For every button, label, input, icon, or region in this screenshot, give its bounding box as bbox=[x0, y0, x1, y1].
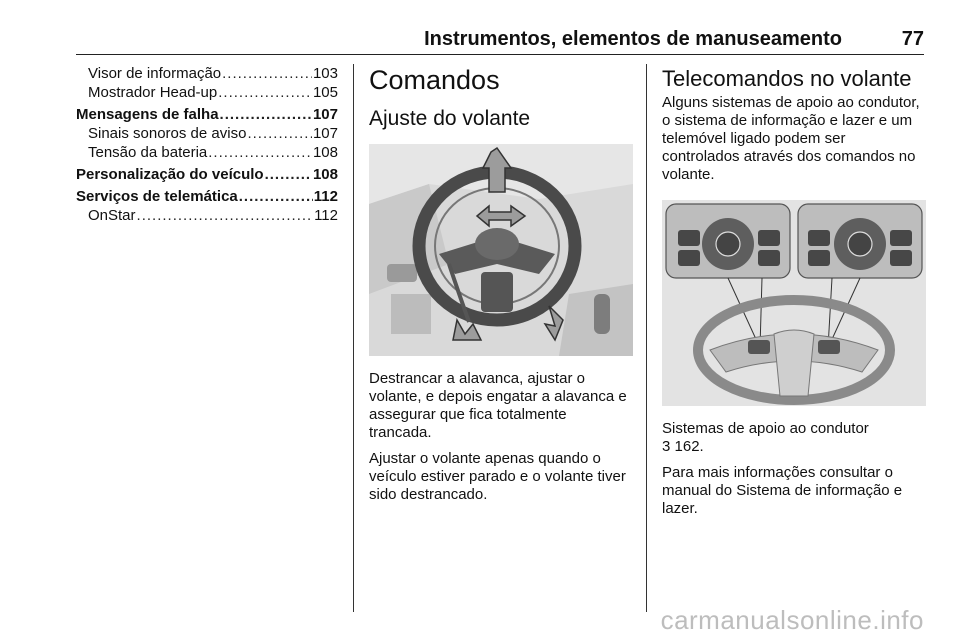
subsection-heading: Ajuste do volante bbox=[369, 107, 531, 130]
column-divider bbox=[353, 64, 354, 612]
paragraph: Sistemas de apoio ao condutor bbox=[662, 420, 869, 437]
toc-page: 107 bbox=[312, 125, 338, 142]
page-reference[interactable]: 3 162. bbox=[662, 438, 704, 455]
toc-page: 103 bbox=[312, 65, 338, 82]
toc-page: 107 bbox=[312, 106, 338, 123]
table-of-contents bbox=[76, 64, 338, 225]
toc-entry[interactable] bbox=[76, 64, 338, 83]
page-header bbox=[76, 28, 924, 55]
toc-page: 105 bbox=[312, 84, 338, 101]
section-heading: Telecomandos no volante bbox=[662, 66, 912, 91]
toc-title: Serviços de telemática bbox=[76, 188, 238, 205]
toc-title: Tensão da bateria bbox=[88, 144, 208, 161]
toc-title: Personalização do veículo bbox=[76, 166, 264, 183]
toc-entry[interactable] bbox=[76, 143, 338, 162]
toc-page: 112 bbox=[314, 207, 338, 224]
toc-entry[interactable] bbox=[76, 187, 338, 206]
middle-column bbox=[369, 64, 633, 512]
paragraph: Destrancar a alavanca, ajustar o volante, e depois engatar a alavanca e assegurar que fica totalmente trancada. bbox=[369, 370, 627, 441]
paragraph: Alguns sistemas de apoio ao condutor, o sistema de informação e lazer e um telemóvel ligado podem ser controlados através dos comandos no volante. bbox=[662, 94, 920, 183]
toc-entry[interactable] bbox=[76, 83, 338, 102]
toc-entry[interactable] bbox=[76, 105, 338, 124]
toc-entry[interactable] bbox=[76, 206, 338, 225]
column-divider bbox=[646, 64, 647, 612]
toc-title: OnStar bbox=[88, 207, 136, 224]
page-number: 77 bbox=[901, 28, 924, 50]
toc-page: 108 bbox=[312, 166, 338, 183]
toc-title: Mostrador Head-up bbox=[88, 84, 218, 101]
paragraph: Ajustar o volante apenas quando o veículo estiver parado e o volante tiver sido destrancado. bbox=[369, 450, 626, 503]
header-title: Instrumentos, elementos de manuseamento bbox=[424, 28, 842, 50]
toc-page: 108 bbox=[312, 144, 338, 161]
toc-entry[interactable] bbox=[76, 124, 338, 143]
toc-entry[interactable] bbox=[76, 165, 338, 184]
toc-title: Mensagens de falha bbox=[76, 106, 219, 123]
paragraph: Para mais informações consultar o manual do Sistema de informação e lazer. bbox=[662, 464, 903, 517]
steering-adjust-illustration bbox=[369, 144, 633, 356]
watermark: carmanualsonline.info bbox=[660, 605, 924, 635]
section-heading: Comandos bbox=[369, 65, 500, 95]
toc-title: Visor de informação bbox=[88, 65, 222, 82]
steering-wheel-controls-illustration bbox=[662, 200, 926, 406]
toc-page: 112 bbox=[313, 188, 338, 205]
toc-title: Sinais sonoros de aviso bbox=[88, 125, 247, 142]
right-column bbox=[662, 64, 926, 526]
